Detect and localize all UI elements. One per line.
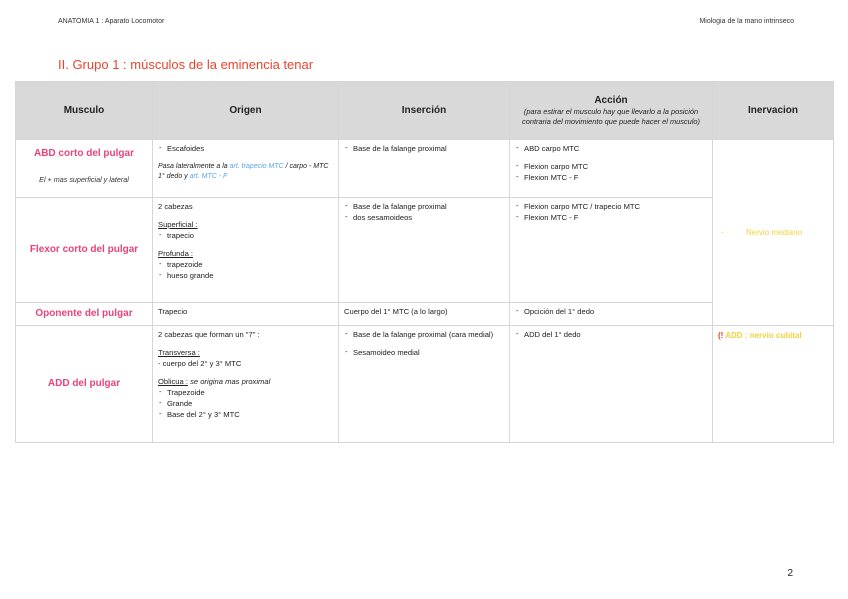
col-header-accion bbox=[510, 82, 713, 140]
list-item: - hueso grande bbox=[158, 270, 333, 281]
list-item: - Escafoides bbox=[158, 143, 333, 154]
list-item: - Flexion MTC - F bbox=[515, 172, 707, 183]
muscle-name: Oponente del pulgar bbox=[35, 308, 133, 319]
origen-cell bbox=[153, 198, 339, 303]
list-item: - trapecio bbox=[158, 230, 333, 241]
accion-cell bbox=[510, 140, 713, 198]
list-item: - Flexion MTC - F bbox=[515, 212, 707, 223]
origen-intro: 2 cabezas bbox=[158, 202, 193, 211]
origen-heading: Oblicua : bbox=[158, 377, 188, 386]
list-item: - Grande bbox=[158, 398, 333, 409]
list-item: - Base del 2° y 3° MTC bbox=[158, 409, 333, 420]
muscle-name: Flexor corto del pulgar bbox=[29, 244, 139, 255]
origen-cell bbox=[153, 140, 339, 198]
list-item: - Opcición del 1° dedo bbox=[515, 306, 707, 317]
table-row bbox=[16, 326, 834, 443]
origen-intro: 2 cabezas que forman un "7" : bbox=[158, 330, 260, 339]
alert-icon: (! bbox=[718, 331, 724, 340]
list-item: - Flexion carpo MTC bbox=[515, 161, 707, 172]
muscle-cell bbox=[16, 326, 153, 443]
header-course: ANATOMIA 1 : Aparato Locomotor bbox=[58, 18, 165, 25]
list-item: - Sesamoideo medial bbox=[344, 347, 504, 358]
list-item: - Base de la falange proximal bbox=[344, 201, 504, 212]
table-row bbox=[16, 303, 834, 326]
muscles-table bbox=[15, 81, 834, 443]
accion-note: (para estirar el musculo hay que llevarlo a la posición contraria del movimiento que puede hacer el musculo) bbox=[522, 106, 700, 126]
origen-cell bbox=[153, 326, 339, 443]
muscle-note: El + mas superficial y lateral bbox=[39, 175, 129, 184]
list-item: - Trapezoide bbox=[158, 387, 333, 398]
nerve-label: ADD : nervio cubital bbox=[723, 331, 802, 340]
col-header-musculo: Musculo bbox=[16, 82, 153, 140]
origen-note: se origina mas proximal bbox=[187, 377, 271, 386]
header-topic: Miologia de la mano intrinseco bbox=[699, 18, 794, 25]
list-item: - Base de la falange proximal bbox=[344, 143, 504, 154]
link-text: art. trapecio MTC bbox=[229, 163, 284, 170]
origen-heading: Transversa : bbox=[158, 348, 200, 357]
accion-title: Acción bbox=[594, 94, 628, 106]
list-item: - dos sesamoideos bbox=[344, 212, 504, 223]
origen-heading: Superficial : bbox=[158, 220, 198, 229]
table-row bbox=[16, 140, 834, 198]
insercion-cell: Cuerpo del 1° MTC (a lo largo) bbox=[339, 303, 510, 326]
nerve-label: Nervio mediano bbox=[746, 228, 803, 237]
table-row bbox=[16, 198, 834, 303]
origen-heading-line bbox=[158, 376, 333, 387]
insercion-cell bbox=[339, 198, 510, 303]
section-title: II. Grupo 1 : músculos de la eminencia tenar bbox=[58, 57, 314, 72]
origen-cell: Trapecio bbox=[153, 303, 339, 326]
origen-heading: Profunda : bbox=[158, 249, 194, 258]
insercion-cell bbox=[339, 326, 510, 443]
list-item: - trapezoide bbox=[158, 259, 333, 270]
col-header-origen: Origen bbox=[153, 82, 339, 140]
page-number: 2 bbox=[787, 568, 793, 579]
nerve-item: - Nervio mediano bbox=[721, 228, 803, 237]
link-text: art. MTC - F bbox=[189, 173, 228, 180]
accion-cell bbox=[510, 303, 713, 326]
muscle-cell bbox=[16, 198, 153, 303]
list-item: - Base de la falange proximal (cara medial) bbox=[344, 329, 504, 340]
origen-note: Pasa lateralmente a la art. trapecio MTC / carpo - MTC 1° dedo y art. MTC - F bbox=[158, 163, 329, 180]
col-header-insercion: Inserción bbox=[339, 82, 510, 140]
list-item: - ADD del 1° dedo bbox=[515, 329, 707, 340]
list-item: - ABD carpo MTC bbox=[515, 143, 707, 154]
muscle-cell bbox=[16, 140, 153, 198]
accion-cell bbox=[510, 326, 713, 443]
muscle-name: ADD del pulgar bbox=[47, 378, 121, 389]
inervacion-cell-cubital bbox=[713, 326, 834, 443]
table-header-row bbox=[16, 82, 834, 140]
accion-cell bbox=[510, 198, 713, 303]
inervacion-cell-mediano bbox=[713, 140, 834, 326]
insercion-cell bbox=[339, 140, 510, 198]
list-item: - Flexion carpo MTC / trapecio MTC bbox=[515, 201, 707, 212]
col-header-inervacion: Inervacion bbox=[713, 82, 834, 140]
muscle-name: ABD corto del pulgar bbox=[33, 148, 134, 159]
origen-text: - cuerpo del 2° y 3° MTC bbox=[158, 359, 242, 368]
muscle-cell bbox=[16, 303, 153, 326]
